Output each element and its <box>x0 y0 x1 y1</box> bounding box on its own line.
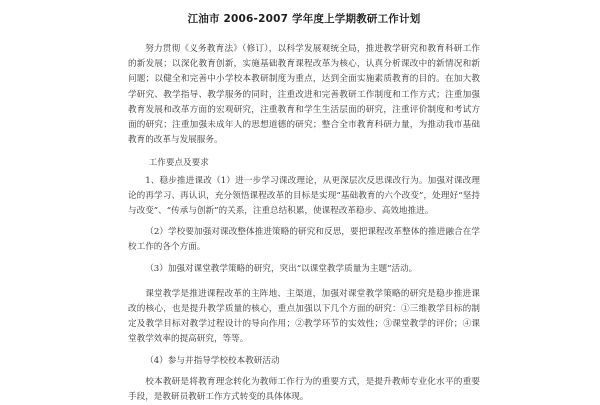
section-heading: 工作要点及要求 <box>148 158 209 169</box>
document-page <box>128 12 480 403</box>
item-2-paragraph: （2）学校要加强对课改整体推进策略的研究和反思，要把课程改革整体的推进融合在学校工作的各个方面。 <box>128 227 480 253</box>
item-3-paragraph: （3）加强对课堂教学策略的研究，突出“以课堂教学质量为主题”活动。 <box>145 263 418 274</box>
classroom-teaching-paragraph: 课堂教学是推进课程改革的主阵地、主渠道，加强对课堂教学策略的研究是稳步推进课改的核心，也是提升教学质量的核心，重点加强以下几个方面的研究：①三维教学目标的制定及教学目标对教学过程设计的导向作用；②教学环节的实效性；③课堂教学的评价；④课堂教学效率的提高研究，等等。 <box>128 288 480 345</box>
item-1-paragraph: 1、稳步推进课改（1）进一步学习课改理论，从更深层次反思课改行为。加强对课改理论的再学习、再认识，充分领悟课程改革的目标是实现“基础教育的六个改变”，处理好“坚持与改变”、“传承与创新”的关系，注重总结积累，使课程改革稳步、高效地推进。 <box>128 175 480 217</box>
document-title: 江油市 2006-2007 学年度上学期教研工作计划 <box>187 13 421 25</box>
intro-paragraph: 努力贯彻《义务教育法》（修订），以科学发展观统全局，推进教学研究和教育科研工作的新发展；以深化教育创新，实施基础教育课程改革为核心，认真分析课改中的新情况和新问题；以健全和完善中小学校本教研制度为重点，达到全面实施素质教育的目的。在加大教学研究、教学指导、教学服务的同时，注重改进和完善教研工作制度和工作方式；注重加强教育发展和改革方面的宏观研究，注重教育和学生生活层面的研究，注重评价制度和考试方面的研究；注重加强未成年人的思想道德的研究；整合全市教育科研力量，为推动我市基础教育的改革与发展服务。 <box>128 44 480 146</box>
item-4-paragraph: （4）参与并指导学校校本教研活动 <box>145 355 280 366</box>
school-research-paragraph: 校本教研是将教育理念转化为教师工作行为的重要方式，是提升教师专业化水平的重要手段，是教研员教研工作方式转变的具体体现。 <box>128 376 480 403</box>
